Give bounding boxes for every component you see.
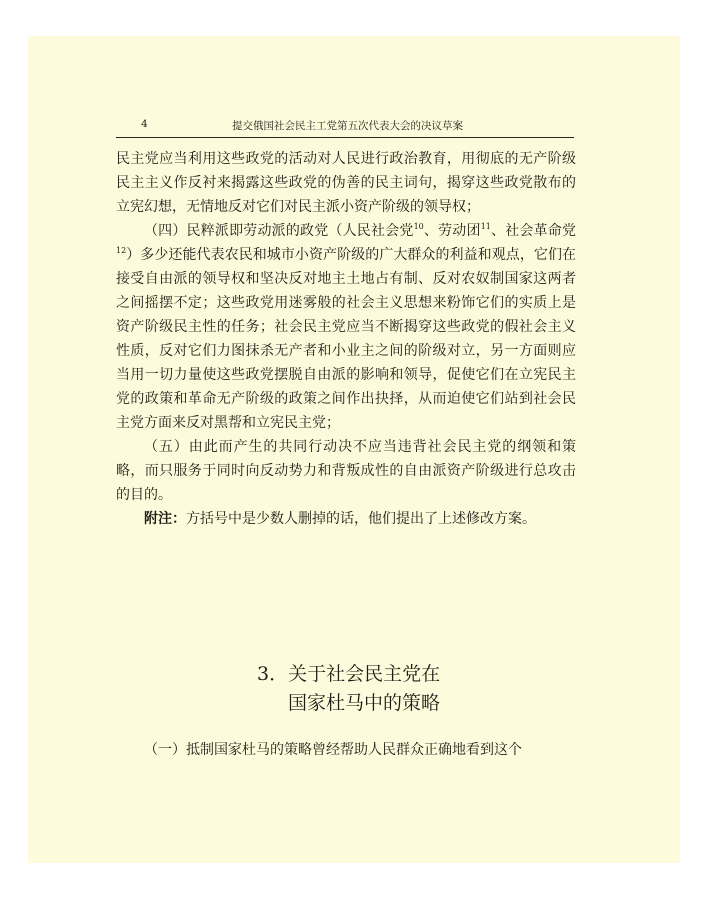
note-label: 附注： bbox=[144, 511, 186, 527]
paragraph-text: （四）民粹派即劳动派的政党（人民社会党 bbox=[144, 223, 414, 239]
paragraph-text: 、劳动团 bbox=[423, 223, 481, 239]
footnote-ref: 10 bbox=[413, 222, 424, 231]
page-number: 4 bbox=[141, 118, 148, 130]
paragraph-item-4 bbox=[116, 219, 576, 435]
paragraph-text: ）多少还能代表农民和城市小资产阶级的广大群众的利益和观点，它们在接受自由派的领导权和坚决反对地主土地占有制、反对农奴制国家这两者之间摇摆不定；这些政党用迷雾般的社会主义思想来粉饰它们的实质上是资产阶级民主性的任务；社会民主党应当不断揭穿这些政党的假社会主义性质，反对它们力图抹杀无产者和小业主之间的阶级对立，另一方面则应当用一切力量使这些政党摆脱自由派的影响和领导，促使它们在立宪民主党的政策和革命无产阶级的政策之间作出抉择，从而迫使它们站到社会民主党方面来反对黑帮和立宪民主党； bbox=[116, 247, 576, 431]
paragraph-text: 、社会革命党 bbox=[490, 223, 576, 239]
note-text: 方括号中是少数人删掉的话，他们提出了上述修改方案。 bbox=[186, 511, 536, 527]
section-heading bbox=[116, 660, 576, 718]
note-paragraph bbox=[116, 507, 576, 531]
body-text bbox=[116, 147, 576, 531]
running-title: 提交俄国社会民主工党第五次代表大会的决议草案 bbox=[232, 120, 463, 132]
running-header bbox=[116, 115, 574, 138]
paragraph-continued: 民主党应当利用这些政党的活动对人民进行政治教育，用彻底的无产阶级民主主义作反衬来揭露这些政党的伪善的民主词句，揭穿这些政党散布的立宪幻想，无情地反对它们对民主派小资产阶级的领导权； bbox=[116, 151, 576, 215]
footnote-ref: 11 bbox=[480, 222, 491, 231]
paragraph-item-5: （五）由此而产生的共同行动决不应当违背社会民主党的纲领和策略，而只服务于同时向反动势力和背叛成性的自由派资产阶级进行总攻击的目的。 bbox=[116, 439, 576, 503]
section-first-paragraph: （一）抵制国家杜马的策略曾经帮助人民群众正确地看到这个 bbox=[144, 742, 522, 758]
section-heading-line-2: 国家杜马中的策略 bbox=[288, 692, 441, 714]
footnote-ref: 12 bbox=[116, 246, 127, 255]
section-heading-line-1: 3．关于社会民主党在 bbox=[257, 663, 441, 685]
